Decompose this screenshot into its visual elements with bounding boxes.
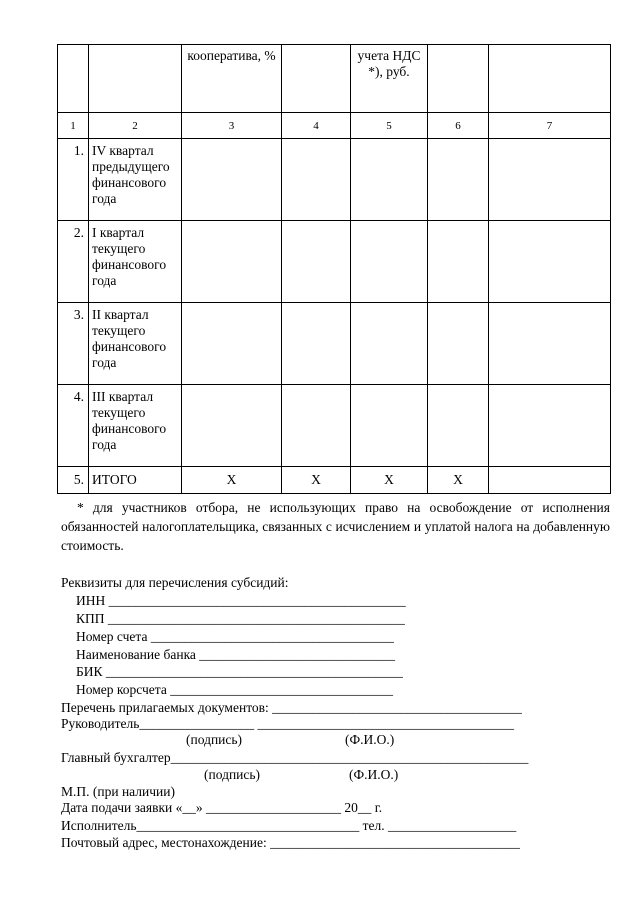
corr-account-field[interactable]: Номер корсчета _________________________________	[76, 682, 393, 697]
row-number: 3.	[58, 303, 89, 385]
row-number: 5.	[58, 467, 89, 494]
x-mark: Х	[428, 467, 489, 494]
bik-field[interactable]: БИК ____________________________________________	[76, 664, 403, 679]
empty-cell[interactable]	[282, 303, 351, 385]
account-field[interactable]: Номер счета ____________________________________	[76, 629, 394, 644]
empty-cell[interactable]	[489, 385, 611, 467]
empty-cell[interactable]	[351, 221, 428, 303]
bank-name-field[interactable]: Наименование банка _____________________________	[76, 647, 396, 662]
empty-cell[interactable]	[351, 385, 428, 467]
header-cell: кооператива, %	[182, 45, 282, 113]
empty-cell[interactable]	[489, 139, 611, 221]
column-number: 1	[58, 113, 89, 139]
row-number: 4.	[58, 385, 89, 467]
head-signature-caption: (подпись)	[186, 732, 243, 747]
empty-cell[interactable]	[182, 385, 282, 467]
table-row	[58, 221, 611, 303]
empty-cell[interactable]	[428, 139, 489, 221]
submission-date-field[interactable]: Дата подачи заявки «__» ____________________ 20__ г.	[61, 800, 383, 815]
empty-cell[interactable]	[489, 221, 611, 303]
empty-cell[interactable]	[282, 139, 351, 221]
empty-cell[interactable]	[428, 303, 489, 385]
x-mark: Х	[282, 467, 351, 494]
row-period: III квартал текущего финансового года	[89, 385, 182, 467]
kpp-field[interactable]: КПП ____________________________________________	[76, 611, 405, 626]
postal-address-field[interactable]: Почтовый адрес, местонахождение: _____________________________________	[61, 835, 520, 850]
header-cell	[89, 45, 182, 113]
header-cell	[489, 45, 611, 113]
column-number: 2	[89, 113, 182, 139]
column-number: 7	[489, 113, 611, 139]
table-row	[58, 139, 611, 221]
header-cell	[428, 45, 489, 113]
requisites-title: Реквизиты для перечисления субсидий:	[61, 575, 289, 590]
accountant-signature-field[interactable]: Главный бухгалтер_____________________________________________________	[61, 750, 529, 765]
row-number: 2.	[58, 221, 89, 303]
total-row	[58, 467, 611, 494]
table-row	[58, 385, 611, 467]
header-cell	[58, 45, 89, 113]
column-number: 3	[182, 113, 282, 139]
empty-cell[interactable]	[489, 303, 611, 385]
header-cell	[282, 45, 351, 113]
accountant-signature-caption: (подпись)	[204, 767, 261, 782]
footnote: * для участников отбора, не использующих право на освобождение от исполнения обязанностей налогоплательщика, связанных с исчислением и уплатой налога на добавленную стоимость.	[61, 500, 610, 553]
x-mark: Х	[351, 467, 428, 494]
column-number: 4	[282, 113, 351, 139]
stamp-note: М.П. (при наличии)	[61, 784, 175, 799]
empty-cell[interactable]	[182, 221, 282, 303]
empty-cell[interactable]	[351, 139, 428, 221]
empty-cell[interactable]	[428, 385, 489, 467]
x-mark: Х	[182, 467, 282, 494]
empty-cell[interactable]	[351, 303, 428, 385]
table-row	[58, 303, 611, 385]
inn-field[interactable]: ИНН ____________________________________________	[76, 593, 406, 608]
total-label: ИТОГО	[89, 467, 182, 494]
empty-cell[interactable]	[282, 221, 351, 303]
header-cell: учета НДС *), руб.	[351, 45, 428, 113]
row-period: II квартал текущего финансового года	[89, 303, 182, 385]
executor-field[interactable]: Исполнитель_________________________________ тел. ___________________	[61, 818, 517, 833]
table-header-row	[58, 45, 611, 113]
empty-cell[interactable]	[182, 139, 282, 221]
head-fio-caption: (Ф.И.О.)	[345, 732, 395, 747]
row-period: I квартал текущего финансового года	[89, 221, 182, 303]
row-period: IV квартал предыдущего финансового года	[89, 139, 182, 221]
empty-cell[interactable]	[282, 385, 351, 467]
column-numbers-row	[58, 113, 611, 139]
documents-list-field[interactable]: Перечень прилагаемых документов: _____________________________________	[61, 700, 522, 715]
empty-cell[interactable]	[489, 467, 611, 494]
row-number: 1.	[58, 139, 89, 221]
head-signature-field[interactable]: Руководитель_________________ ______________________________________	[61, 716, 515, 731]
empty-cell[interactable]	[428, 221, 489, 303]
column-number: 5	[351, 113, 428, 139]
accountant-fio-caption: (Ф.И.О.)	[349, 767, 399, 782]
empty-cell[interactable]	[182, 303, 282, 385]
column-number: 6	[428, 113, 489, 139]
subsidy-table	[57, 44, 611, 494]
